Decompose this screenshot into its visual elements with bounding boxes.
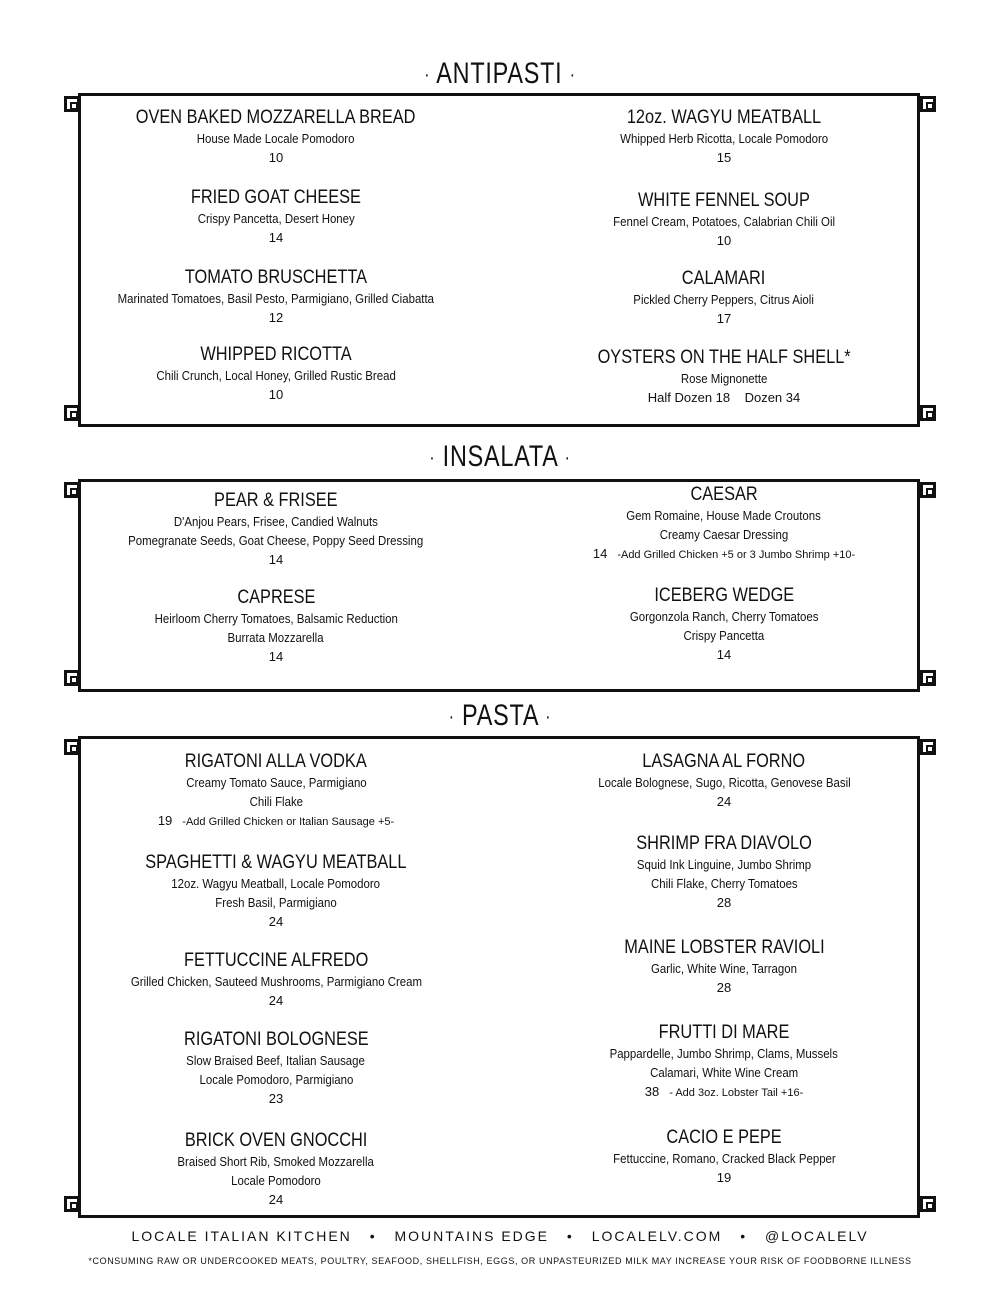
corner-ornament xyxy=(920,482,936,498)
menu-item-addon-note: - Add 3oz. Lobster Tail +16- xyxy=(669,1087,804,1099)
corner-ornament xyxy=(64,739,80,755)
menu-item-price: 19 xyxy=(716,1170,732,1185)
menu-item-name: ICEBERG WEDGE xyxy=(654,585,794,606)
menu-item-description: Locale Pomodoro, Parmigiano xyxy=(199,1072,353,1087)
menu-item-name: SHRIMP FRA DIAVOLO xyxy=(636,833,812,854)
location-name: MOUNTAINS EDGE xyxy=(394,1228,550,1244)
menu-item-price: 14 xyxy=(268,552,284,567)
menu-item-description: Braised Short Rib, Smoked Mozzarella xyxy=(177,1154,375,1169)
corner-ornament xyxy=(920,670,936,686)
menu-item-price: 17 xyxy=(716,311,732,326)
menu-item-name: PEAR & FRISEE xyxy=(214,490,338,511)
menu-item-description: Pickled Cherry Peppers, Citrus Aioli xyxy=(633,292,815,307)
menu-item-description: Marinated Tomatoes, Basil Pesto, Parmigiano, Grilled Ciabatta xyxy=(117,291,435,306)
menu-item xyxy=(80,344,472,405)
menu-item xyxy=(528,1022,920,1103)
restaurant-name: LOCALE ITALIAN KITCHEN xyxy=(131,1228,352,1244)
menu-item-description: House Made Locale Pomodoro xyxy=(197,131,355,146)
corner-ornament xyxy=(64,405,80,421)
section-title-insalata: · INSALATA · xyxy=(429,440,571,473)
menu-item-price: 14 xyxy=(268,230,284,245)
corner-ornament xyxy=(64,482,80,498)
menu-item xyxy=(528,1127,920,1188)
social-handle[interactable]: @LOCALELV xyxy=(765,1228,869,1244)
menu-item-price: 24 xyxy=(268,993,284,1008)
menu-item xyxy=(528,937,920,998)
footer-info: LOCALE ITALIAN KITCHEN • MOUNTAINS EDGE • LOCALELV.COM • @LOCALELV xyxy=(131,1228,869,1244)
menu-item-description: Pomegranate Seeds, Goat Cheese, Poppy Seed Dressing xyxy=(128,533,424,548)
menu-item-description: Rose Mignonette xyxy=(680,371,768,386)
menu-item xyxy=(80,1130,472,1210)
menu-item xyxy=(528,347,920,408)
corner-ornament xyxy=(64,1196,80,1212)
menu-item-description: Creamy Tomato Sauce, Parmigiano xyxy=(185,775,367,790)
menu-item-price: 28 xyxy=(716,895,732,910)
menu-item-description: Locale Bolognese, Sugo, Ricotta, Genovese Basil xyxy=(597,775,851,790)
menu-item-description: Garlic, White Wine, Tarragon xyxy=(650,961,798,976)
menu-item-description: Chili Flake, Cherry Tomatoes xyxy=(650,876,798,891)
menu-item-price: 10 xyxy=(268,150,284,165)
menu-item-price: 24 xyxy=(268,914,284,929)
menu-item-name: WHIPPED RICOTTA xyxy=(200,344,352,365)
menu-item-name: MAINE LOBSTER RAVIOLI xyxy=(623,937,825,958)
menu-item xyxy=(528,833,920,913)
menu-item-description: Crispy Pancetta xyxy=(683,628,765,643)
menu-item-description: Fresh Basil, Parmigiano xyxy=(215,895,337,910)
menu-item-name: FRIED GOAT CHEESE xyxy=(190,187,362,208)
menu-item xyxy=(80,751,472,832)
website-link[interactable]: LOCALELV.COM xyxy=(591,1228,723,1244)
menu-item-price: 14 xyxy=(716,647,732,662)
menu-item xyxy=(80,950,472,1011)
menu-item xyxy=(80,267,472,328)
menu-item-description: Whipped Herb Ricotta, Locale Pomodoro xyxy=(620,131,828,146)
menu-item xyxy=(528,484,920,565)
menu-item-description: Locale Pomodoro xyxy=(231,1173,321,1188)
menu-item-price: 24 xyxy=(716,794,732,809)
menu-item-description: Slow Braised Beef, Italian Sausage xyxy=(186,1053,366,1068)
menu-item-description: Burrata Mozzarella xyxy=(227,630,325,645)
menu-item-name: CAPRESE xyxy=(236,587,316,608)
menu-item-price: 10 xyxy=(268,387,284,402)
corner-ornament xyxy=(64,670,80,686)
menu-item-description: Creamy Caesar Dressing xyxy=(659,527,789,542)
menu-item-price: 24 xyxy=(268,1192,284,1207)
menu-item-price: 15 xyxy=(716,150,732,165)
menu-item-addon-note: -Add Grilled Chicken +5 or 3 Jumbo Shrimp +10- xyxy=(617,549,856,561)
menu-item-description: Calamari, White Wine Cream xyxy=(649,1065,799,1080)
menu-item xyxy=(80,1029,472,1109)
menu-item-description: 12oz. Wagyu Meatball, Locale Pomodoro xyxy=(171,876,381,891)
menu-item-name: SPAGHETTI & WAGYU MEATBALL xyxy=(145,852,407,873)
menu-item-addon-note: -Add Grilled Chicken or Italian Sausage +5- xyxy=(182,816,395,828)
menu-item-name: FRUTTI DI MARE xyxy=(658,1022,790,1043)
menu-item-description: Squid Ink Linguine, Jumbo Shrimp xyxy=(636,857,812,872)
menu-item-name: LASAGNA AL FORNO xyxy=(642,751,806,772)
menu-item xyxy=(528,190,920,251)
menu-item-name: RIGATONI ALLA VODKA xyxy=(185,751,367,772)
menu-item-name: CALAMARI xyxy=(682,268,766,289)
menu-item-description: Chili Crunch, Local Honey, Grilled Rustic Bread xyxy=(156,368,396,383)
corner-ornament xyxy=(64,96,80,112)
menu-item-name: WHITE FENNEL SOUP xyxy=(638,190,810,211)
corner-ornament xyxy=(920,1196,936,1212)
corner-ornament xyxy=(920,405,936,421)
menu-item xyxy=(528,585,920,665)
menu-item-name: CAESAR xyxy=(690,484,758,505)
section-title-antipasti: · ANTIPASTI · xyxy=(424,57,576,90)
menu-item xyxy=(80,852,472,932)
menu-item-description: Pappardelle, Jumbo Shrimp, Clams, Mussels xyxy=(609,1046,839,1061)
menu-item xyxy=(80,187,472,248)
menu-item-name: BRICK OVEN GNOCCHI xyxy=(184,1130,368,1151)
menu-item-description: Grilled Chicken, Sauteed Mushrooms, Parmigiano Cream xyxy=(130,974,422,989)
menu-item-description: Fettuccine, Romano, Cracked Black Pepper xyxy=(612,1151,836,1166)
menu-item-name: TOMATO BRUSCHETTA xyxy=(184,267,368,288)
menu-item-price: 28 xyxy=(716,980,732,995)
menu-item-name: RIGATONI BOLOGNESE xyxy=(183,1029,369,1050)
menu-item-description: Heirloom Cherry Tomatoes, Balsamic Reduction xyxy=(154,611,398,626)
menu-item-name: OYSTERS ON THE HALF SHELL* xyxy=(597,347,851,368)
menu-item-description: Crispy Pancetta, Desert Honey xyxy=(197,211,355,226)
menu-item xyxy=(528,751,920,812)
menu-item-name: OVEN BAKED MOZZARELLA BREAD xyxy=(136,107,416,128)
menu-item-price: 23 xyxy=(268,1091,284,1106)
section-title-pasta: · PASTA · xyxy=(448,699,552,732)
menu-item-description: D'Anjou Pears, Frisee, Candied Walnuts xyxy=(174,514,378,529)
menu-item-description: Fennel Cream, Potatoes, Calabrian Chili Oil xyxy=(613,214,835,229)
menu-item-price: 12 xyxy=(268,310,284,325)
menu-item-price: 14 xyxy=(592,546,608,561)
corner-ornament xyxy=(920,739,936,755)
menu-item-name: 12oz. WAGYU MEATBALL xyxy=(626,107,822,128)
menu-item-price: 38 xyxy=(644,1084,660,1099)
corner-ornament xyxy=(920,96,936,112)
menu-item-price: 14 xyxy=(268,649,284,664)
menu-item-name: CACIO E PEPE xyxy=(666,1127,782,1148)
menu-item-price: 10 xyxy=(716,233,732,248)
menu-item-price: 19 xyxy=(157,813,173,828)
menu-item xyxy=(80,107,472,168)
menu-item xyxy=(80,490,472,570)
menu-item-description: Gem Romaine, House Made Croutons xyxy=(626,508,822,523)
menu-item xyxy=(80,587,472,667)
food-safety-disclaimer: *CONSUMING RAW OR UNDERCOOKED MEATS, POULTRY, SEAFOOD, SHELLFISH, EGGS, OR UNPASTEURIZED MILK MAY INCREASE YOUR RISK OF FOODBORNE ILLNESS xyxy=(88,1256,912,1266)
menu-item-description: Chili Flake xyxy=(249,794,303,809)
menu-item xyxy=(528,268,920,329)
menu-item xyxy=(528,107,920,168)
menu-item-name: FETTUCCINE ALFREDO xyxy=(183,950,369,971)
menu-item-price: Half Dozen 18 Dozen 34 xyxy=(647,390,801,405)
menu-item-description: Gorgonzola Ranch, Cherry Tomatoes xyxy=(629,609,819,624)
